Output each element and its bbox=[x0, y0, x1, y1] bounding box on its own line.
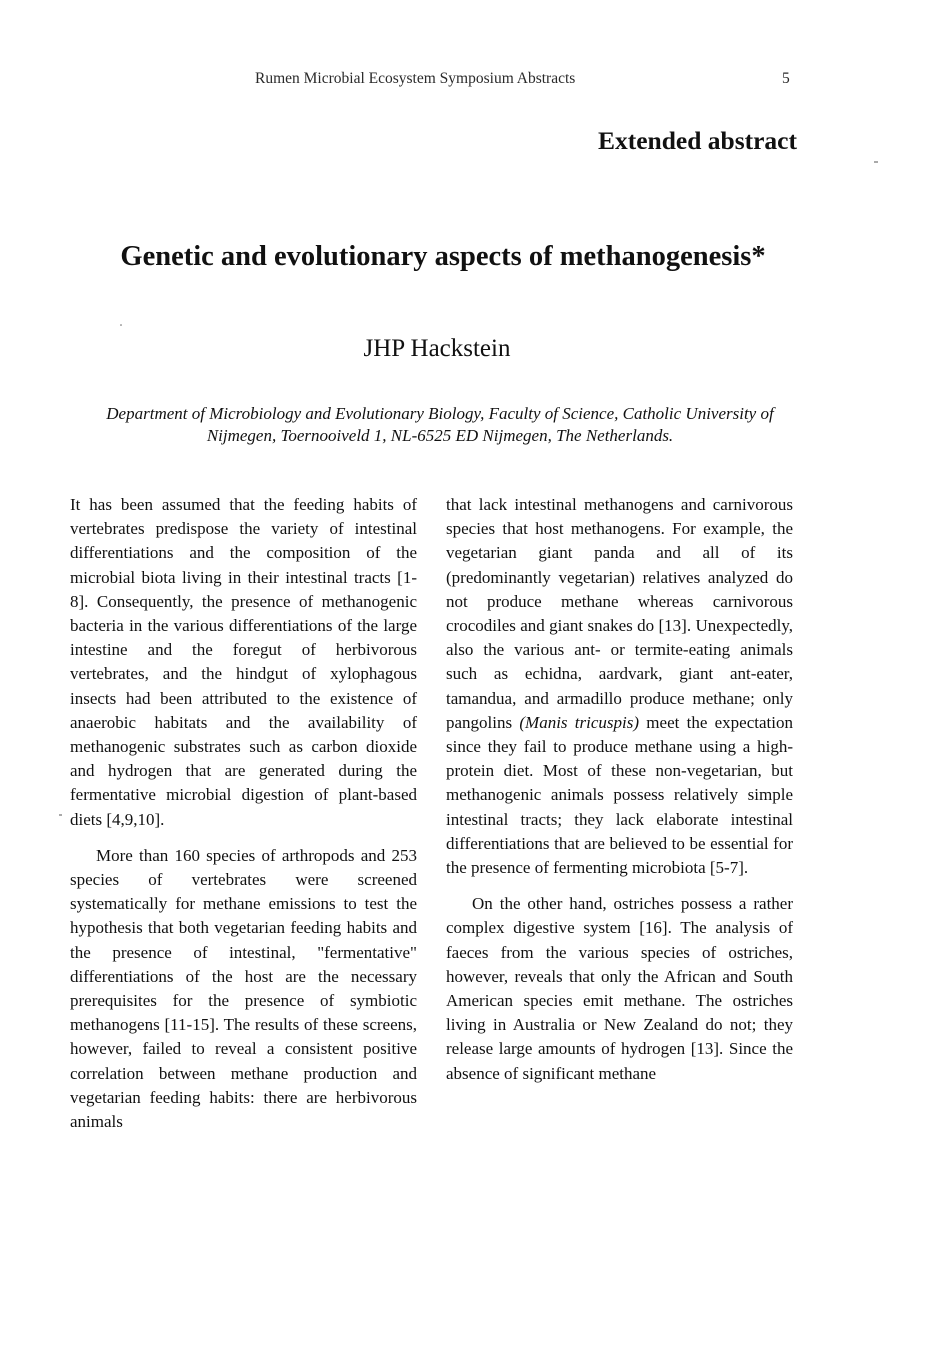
species-name: (Manis tricuspis) bbox=[519, 712, 640, 732]
body-column-right bbox=[446, 493, 793, 1086]
section-label: Extended abstract bbox=[597, 126, 797, 155]
body-text: that lack intestinal methanogens and carnivorous species that host methanogens. For example, the vegetarian giant panda and all of its (predominantly vegetarian) relatives analyzed do not produce methane whereas carnivorous crocodiles and giant snakes do [13]. Unexpectedly, also the various ant- or termite-eating animals such as echidna, aardvark, giant ant-eater, tamandua, and armadillo produce methane; only pangolins bbox=[446, 495, 793, 732]
body-paragraph bbox=[446, 493, 793, 880]
body-paragraph: It has been assumed that the feeding habits of vertebrates predispose the variety of intestinal differentiations and the composition of the microbial biota living in their intestinal tracts [1-8]. Consequently, the presence of methanogenic bacteria in the various differentiations of the large intestine and the foregut of herbivorous vertebrates, and the hindgut of xylophagous insects had been attributed to the existence of anaerobic habitats and the availability of methanogenic substrates such as carbon dioxide and hydrogen that are generated during the fermentative microbial digestion of plant-based diets [4,9,10]. bbox=[70, 495, 417, 829]
author-name: JHP Hackstein bbox=[363, 335, 511, 362]
paper-title: Genetic and evolutionary aspects of methanogenesis* bbox=[120, 241, 766, 272]
scan-speck bbox=[120, 324, 122, 326]
running-title: Rumen Microbial Ecosystem Symposium Abstracts bbox=[255, 70, 576, 87]
page-number: 5 bbox=[782, 70, 790, 87]
body-text: meet the expectation since they fail to produce methane using a high-protein diet. Most of these non-vegetarian, but methanogenic animals possess relatively simple intestinal tracts; they lack elaborate intestinal differentiations that are believed to be essential for the presence of fermenting microbiota [5-7]. bbox=[446, 712, 793, 878]
body-paragraph: On the other hand, ostriches possess a rather complex digestive system [16]. The analysis of faeces from the various species of ostriches, however, reveals that only the African and South American species emit methane. The ostriches living in Australia or New Zealand do not; they release large amounts of hydrogen [13]. Since the absence of significant methane bbox=[446, 894, 793, 1083]
running-header bbox=[0, 70, 930, 92]
body-paragraph: More than 160 species of arthropods and 253 species of vertebrates were screened systematically for methane emissions to test the hypothesis that both vegetarian feeding habits and the presence of intestinal, "fermentative" differentiations of the host are the necessary prerequisites for the presence of symbiotic methanogens [11-15]. The results of these screens, however, failed to reveal a consistent positive correlation between methane production and vegetarian feeding habits: there are herbivorous animals bbox=[70, 845, 417, 1132]
body-column-left bbox=[70, 493, 417, 1134]
author-affiliation: Department of Microbiology and Evolutionary Biology, Faculty of Science, Catholic University of Nijmegen, Toernooiveld 1, NL-6525 ED Nijmegen, The Netherlands. bbox=[106, 404, 774, 445]
